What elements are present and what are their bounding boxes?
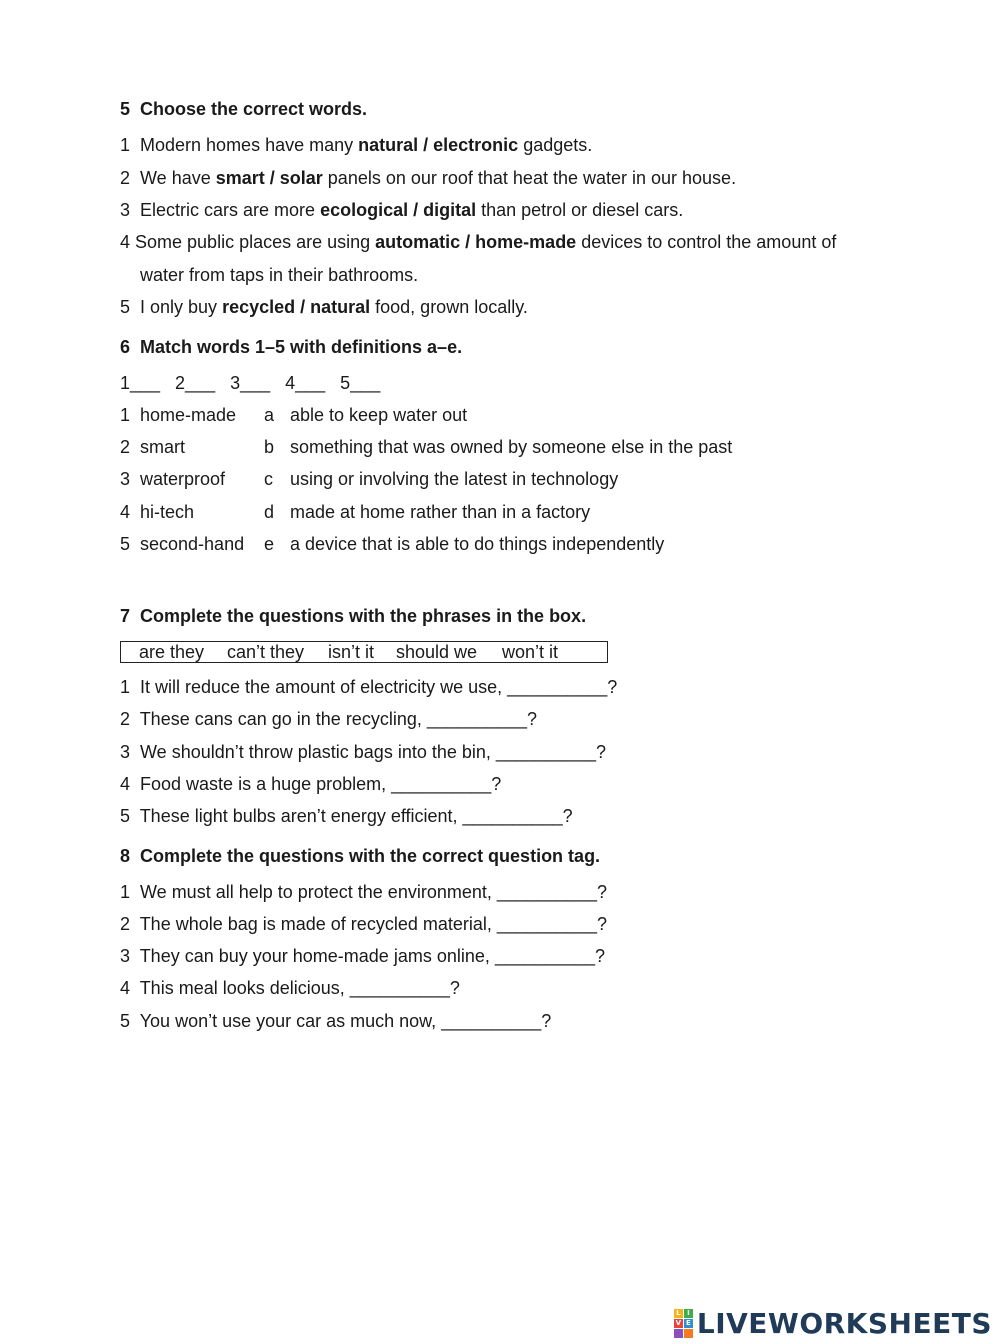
exercise-6-heading: 6 Match words 1–5 with definitions a–e. (120, 337, 463, 357)
logo-tile: V (675, 1318, 682, 1327)
ex6-definition-d: made at home rather than in a factory (290, 502, 591, 522)
ex8-item-2: 2 The whole bag is made of recycled material, __________? (120, 914, 607, 934)
phrase-wont-it: won’t it (502, 642, 559, 662)
logo-tile: I (684, 1309, 693, 1318)
ex6-letter-a: a (264, 405, 275, 425)
liveworksheets-logo (674, 1308, 992, 1338)
ex7-item-2: 2 These cans can go in the recycling, __________? (120, 709, 537, 729)
ex7-item-4: 4 Food waste is a huge problem, __________? (120, 774, 502, 794)
exercise-7-heading: 7 Complete the questions with the phrases in the box. (120, 606, 587, 626)
ex6-word-2: 2 smart (120, 437, 186, 457)
logo-tile: L (674, 1309, 683, 1318)
phrase-are-they: are they (139, 642, 205, 662)
ex6-word-3: 3 waterproof (120, 469, 226, 489)
logo-tile (674, 1329, 683, 1338)
ex8-item-1: 1 We must all help to protect the environment, __________? (120, 882, 607, 902)
phrase-cant-they: can’t they (227, 642, 305, 662)
ex6-word-4: 4 hi-tech (120, 502, 195, 522)
ex5-item-1: 1 Modern homes have many natural / electronic gadgets. (120, 135, 593, 155)
ex5-item-3: 3 Electric cars are more ecological / digital than petrol or diesel cars. (120, 200, 684, 220)
phrase-should-we: should we (396, 642, 478, 662)
logo-tile: E (684, 1319, 693, 1328)
ex7-item-1: 1 It will reduce the amount of electricity we use, __________? (120, 677, 618, 697)
ex6-answer-line: 1___ 2___ 3___ 4___ 5___ (120, 373, 381, 393)
ex7-item-3: 3 We shouldn’t throw plastic bags into the bin, __________? (120, 742, 606, 762)
ex8-item-4: 4 This meal looks delicious, __________? (120, 978, 460, 998)
exercise-8-heading: 8 Complete the questions with the correct question tag. (120, 846, 601, 866)
exercise-5-heading: 5 Choose the correct words. (120, 99, 368, 119)
ex6-letter-b: b (264, 437, 275, 457)
ex6-letter-e: e (264, 534, 275, 554)
ex5-item-2: 2 We have smart / solar panels on our roof that heat the water in our house. (120, 168, 737, 188)
ex6-definition-c: using or involving the latest in technology (290, 469, 619, 489)
ex6-word-1: 1 home-made (120, 405, 237, 425)
logo-text: LIVEWORKSHEETS (696, 1306, 992, 1340)
ex8-item-3: 3 They can buy your home-made jams online, __________? (120, 946, 605, 966)
logo-tile (684, 1329, 693, 1338)
ex6-definition-a: able to keep water out (290, 405, 468, 425)
ex6-word-5: 5 second-hand (120, 534, 245, 554)
ex5-item-4: 4 Some public places are using automatic / home-made devices to control the amount of (120, 232, 837, 252)
ex8-item-5: 5 You won’t use your car as much now, __________? (120, 1011, 552, 1031)
logo-mark (674, 1309, 693, 1338)
ex6-letter-d: d (264, 502, 275, 522)
ex6-definition-b: something that was owned by someone else in the past (290, 437, 733, 457)
ex5-item-4-continued: water from taps in their bathrooms. (120, 265, 419, 285)
ex6-definition-e: a device that is able to do things independently (290, 534, 665, 554)
ex6-letter-c: c (264, 469, 273, 489)
phrase-isnt-it: isn’t it (328, 642, 375, 662)
phrase-box (120, 641, 608, 663)
ex7-item-5: 5 These light bulbs aren’t energy efficient, __________? (120, 806, 573, 826)
ex5-item-5: 5 I only buy recycled / natural food, grown locally. (120, 297, 528, 317)
